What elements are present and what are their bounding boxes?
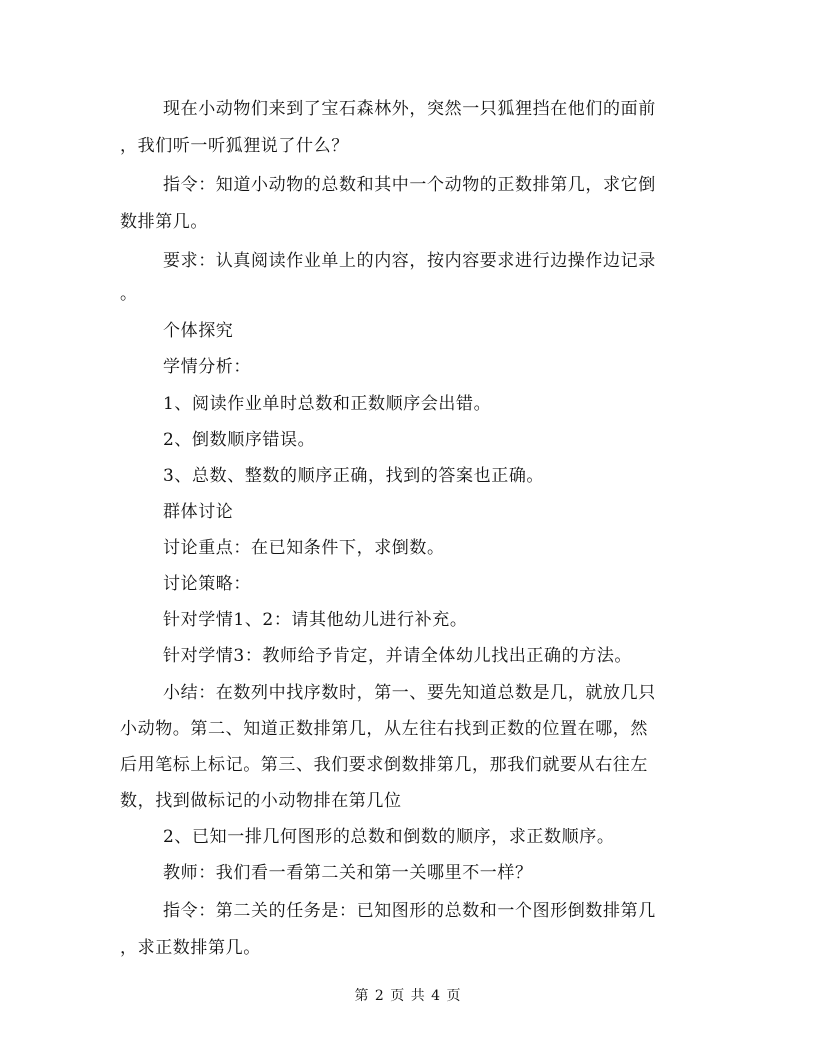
text-line: 教师：我们看一看第二关和第一关哪里不一样？ bbox=[163, 863, 533, 883]
text-line: 后用笔标上标记。第三、我们要求倒数排第几，那我们就要从右往左 bbox=[120, 755, 648, 775]
list-item: 3、总数、整数的顺序正确，找到的答案也正确。 bbox=[163, 466, 545, 486]
text-line: 。 bbox=[120, 284, 138, 304]
text-line: 讨论策略： bbox=[163, 574, 251, 594]
text-line: 讨论重点：在已知条件下，求倒数。 bbox=[163, 538, 445, 558]
text-line: 小结：在数列中找序数时，第一、要先知道总数是几，就放几只 bbox=[163, 683, 656, 703]
text-line: ，我们听一听狐狸说了什么？ bbox=[120, 136, 349, 156]
text-line: 数排第几。 bbox=[120, 212, 208, 232]
text-line: 要求：认真阅读作业单上的内容，按内容要求进行边操作边记录 bbox=[163, 251, 656, 271]
text-line: 现在小动物们来到了宝石森林外，突然一只狐狸挡在他们的面前 bbox=[163, 99, 656, 119]
text-line: 针对学情1、2：请其他幼儿进行补充。 bbox=[163, 610, 468, 630]
page-number-footer: 第 2 页 共 4 页 bbox=[354, 988, 462, 1004]
text-line: 指令：第二关的任务是：已知图形的总数和一个图形倒数排第几 bbox=[163, 901, 656, 921]
list-item: 2、已知一排几何图形的总数和倒数的顺序，求正数顺序。 bbox=[163, 827, 615, 847]
text-line: 小动物。第二、知道正数排第几，从左往右找到正数的位置在哪，然 bbox=[120, 719, 648, 739]
text-line: 学情分析： bbox=[163, 357, 251, 377]
section-heading: 群体讨论 bbox=[163, 502, 234, 522]
section-heading: 个体探究 bbox=[163, 321, 234, 341]
text-line: ，求正数排第几。 bbox=[120, 938, 261, 958]
list-item: 2、倒数顺序错误。 bbox=[163, 430, 316, 450]
text-line: 指令：知道小动物的总数和其中一个动物的正数排第几，求它倒 bbox=[163, 175, 656, 195]
text-line: 数，找到做标记的小动物排在第几位 bbox=[120, 791, 402, 811]
text-line: 针对学情3：教师给予肯定，并请全体幼儿找出正确的方法。 bbox=[163, 646, 633, 666]
list-item: 1、阅读作业单时总数和正数顺序会出错。 bbox=[163, 394, 492, 414]
